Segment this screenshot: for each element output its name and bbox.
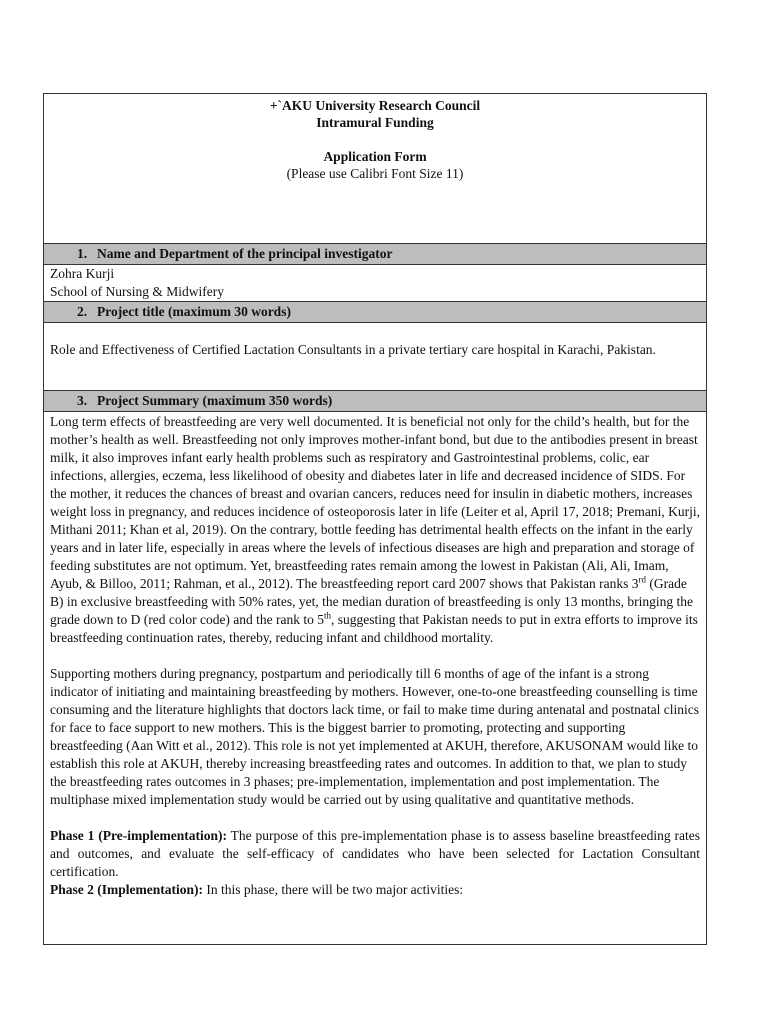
phase-2: Phase 2 (Implementation): In this phase, there will be two major activities: (50, 882, 464, 897)
project-title: Role and Effectiveness of Certified Lactation Consultants in a private tertiary care hospital in Karachi, Pakistan. (44, 323, 706, 391)
funding-title: Intramural Funding (316, 115, 434, 130)
summary-paragraph-2: Supporting mothers during pregnancy, postpartum and periodically till 6 months of age of the infant is a strong indicator of initiating and maintaining breastfeeding by mothers. However, one-to-one breastfeeding counselling is time consuming and the literature highlights that doctors lack time, or fail to make time during antenatal and postnatal clinics for face to face support to new mothers. This is the biggest barrier to promoting, protecting and supporting breastfeeding (Aan Witt et al., 2012). This role is not yet implemented at AKUH, therefore, AKUSONAM would like to establish this role at AKUH, thereby increasing breastfeeding rates and outcomes. In addition to that, we plan to study the breastfeeding rates outcomes in 3 phases; pre-implementation, implementation and post implementation. The multiphase mixed implementation study would be carried out by using qualitative and quantitative methods. (50, 666, 699, 807)
phase-1: Phase 1 (Pre-implementation): The purpose of this pre-implementation phase is to assess baseline breastfeeding rates and outcomes, and evaluate the self-efficacy of candidates who have been selected for Lactation Consultant certification. (50, 828, 700, 879)
summary-paragraph-1: Long term effects of breastfeeding are very well documented. It is beneficial not only for the child’s health, but for the mother’s health as well. Breastfeeding not only improves mother-infant bond, but due to the antibodies present in breast milk, it also improves infant early health problems such as respiratory and Gastrointestinal problems, colic, ear infections, allergies, eczema, less likelihood of obesity and diabetes later in life and decreased incidence of SIDS. For the mother, it reduces the chances of breast and ovarian cancers, reduces need for insulin in diabetic mothers, increases weight loss in pregnancy, and reduces incidence of osteoporosis later in life (Leiter et al, April 17, 2018; Premani, Kurji, Mithani 2011; Khan et al, 2019). On the contrary, bottle feeding has detrimental health effects on the infant in the early years and in later life, especially in areas where the levels of infectious diseases are high and preparation and storage of feeding substitutes are not optimum. Yet, breastfeeding rates remain among the lowest in Pakistan (Ali, Ali, Imam, Ayub, & Billoo, 2011; Rahman, et al., 2012). The breastfeeding report card 2007 shows that Pakistan ranks 3rd (Grade B) in exclusive breastfeeding with 50% rates, yet, the median duration of breastfeeding is only 13 months, bringing the grade down to D (red color code) and the rank to 5th, suggesting that Pakistan needs to put in extra efforts to improve its breastfeeding continuation rates, thereby, reducing infant and childhood mortality. (50, 414, 700, 645)
form-header (44, 94, 706, 244)
investigator-name: Zohra Kurji (50, 266, 115, 281)
section-2-heading: 2. Project title (maximum 30 words) (44, 302, 706, 323)
council-title: +`AKU University Research Council (269, 98, 481, 113)
font-instruction: (Please use Calibri Font Size 11) (286, 166, 464, 181)
project-summary (44, 412, 706, 899)
investigator-info (44, 265, 706, 302)
application-form (43, 93, 707, 945)
section-3-heading: 3. Project Summary (maximum 350 words) (44, 391, 706, 412)
investigator-department: School of Nursing & Midwifery (50, 284, 224, 299)
form-title: Application Form (323, 149, 427, 164)
section-1-heading: 1. Name and Department of the principal investigator (44, 244, 706, 265)
